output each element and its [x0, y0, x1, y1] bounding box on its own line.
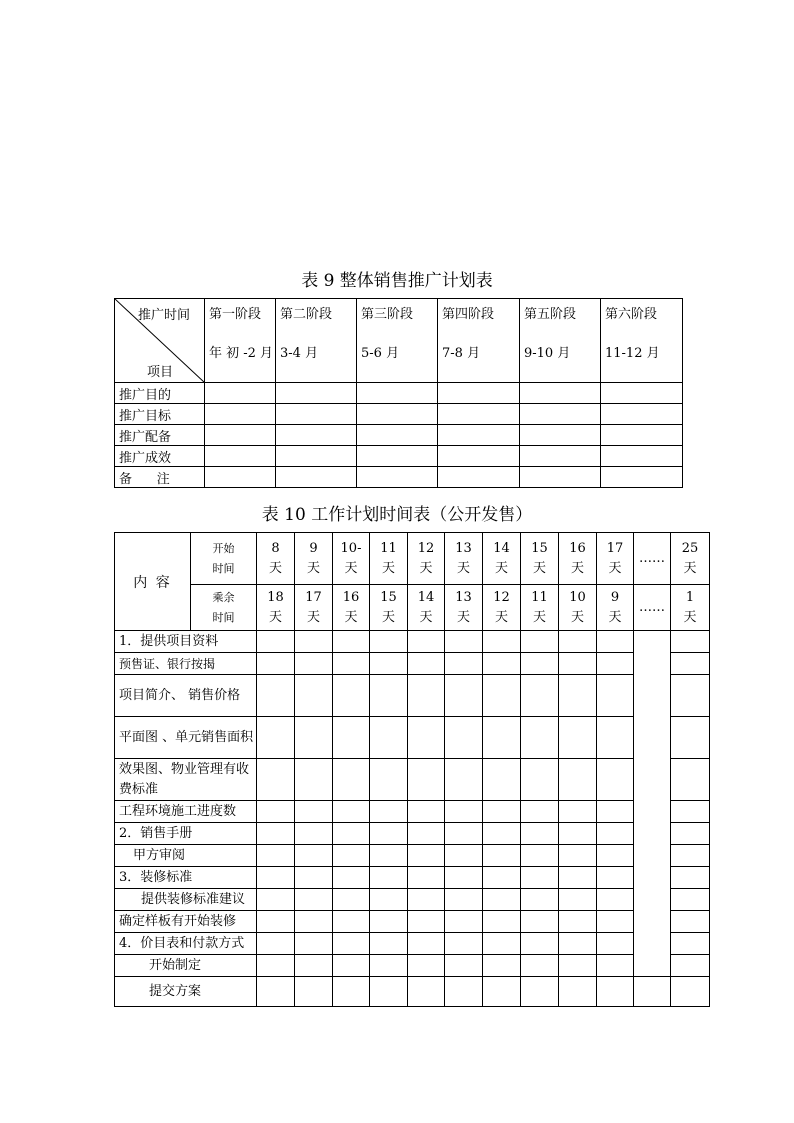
empty-cell: [559, 889, 597, 911]
empty-cell: [276, 383, 357, 404]
remaining-day-cell: 18 天: [257, 585, 295, 631]
remaining-day-cell: 12 天: [483, 585, 521, 631]
empty-cell: [597, 955, 634, 977]
empty-cell: [295, 717, 333, 759]
empty-cell: [559, 823, 597, 845]
empty-cell: [520, 467, 601, 488]
remaining-day-cell: 10 天: [559, 585, 597, 631]
empty-cell: [357, 425, 438, 446]
task-label: 3．装修标准: [115, 867, 257, 889]
empty-cell: [276, 446, 357, 467]
empty-cell: [295, 675, 333, 717]
empty-cell: [521, 631, 559, 653]
empty-cell: [483, 631, 521, 653]
content-label: 内 容: [115, 533, 191, 631]
empty-cell: [597, 867, 634, 889]
empty-cell: [333, 867, 370, 889]
empty-cell: [597, 911, 634, 933]
corner-bottom-label: 项目: [147, 365, 174, 380]
empty-cell: [521, 845, 559, 867]
empty-cell: [370, 845, 408, 867]
task-label: 2．销售手册: [115, 823, 257, 845]
empty-cell: [559, 911, 597, 933]
empty-cell: [671, 653, 710, 675]
task-label: 提供装修标准建议: [115, 889, 257, 911]
table-row: [115, 467, 683, 488]
phase-name: 第二阶段: [280, 307, 333, 322]
table-row: [115, 955, 710, 977]
empty-cell: [671, 845, 710, 867]
empty-cell: [295, 933, 333, 955]
empty-cell: [445, 759, 483, 801]
empty-cell: [276, 467, 357, 488]
empty-cell: [483, 845, 521, 867]
empty-cell: [257, 759, 295, 801]
empty-cell: [276, 425, 357, 446]
phase-name: 第五阶段: [524, 307, 577, 322]
empty-cell: [370, 977, 408, 1007]
empty-cell: [521, 717, 559, 759]
empty-cell: [333, 717, 370, 759]
row-label: 推广目标: [115, 404, 205, 425]
remaining-day-cell: 1 天: [671, 585, 710, 631]
start-day-cell: 16 天: [559, 533, 597, 585]
empty-cell: [483, 823, 521, 845]
empty-cell: [257, 867, 295, 889]
empty-cell: [483, 889, 521, 911]
empty-cell: [671, 717, 710, 759]
start-day-cell: 12 天: [408, 533, 445, 585]
empty-cell: [521, 801, 559, 823]
empty-cell: [445, 823, 483, 845]
empty-cell: [671, 759, 710, 801]
empty-cell: [333, 759, 370, 801]
empty-cell: [295, 977, 333, 1007]
phase-name: 第三阶段: [361, 307, 414, 322]
task-label: 工程环境施工进度数: [115, 801, 257, 823]
empty-cell: [483, 955, 521, 977]
empty-cell: [408, 631, 445, 653]
task-label: 项目简介、 销售价格: [115, 675, 257, 717]
empty-cell: [333, 911, 370, 933]
empty-cell: [370, 653, 408, 675]
empty-cell: [559, 955, 597, 977]
empty-cell: [483, 653, 521, 675]
empty-cell: [257, 977, 295, 1007]
corner-top-label: 推广时间: [137, 308, 190, 323]
empty-cell: [295, 653, 333, 675]
empty-cell: [257, 653, 295, 675]
task-label: 1．提供项目资料: [115, 631, 257, 653]
table-row: [115, 717, 710, 759]
empty-cell: [671, 933, 710, 955]
empty-cell: [521, 867, 559, 889]
empty-cell: [295, 801, 333, 823]
empty-cell: [257, 845, 295, 867]
table-row: [115, 933, 710, 955]
empty-cell: [408, 889, 445, 911]
empty-cell: [483, 977, 521, 1007]
phase-range: 9-10 月: [524, 346, 571, 361]
empty-cell: [357, 383, 438, 404]
table-row: [115, 845, 710, 867]
table-row: [115, 675, 710, 717]
phase-name: 第六阶段: [605, 307, 658, 322]
empty-cell: [370, 823, 408, 845]
remaining-time-label: 乘余 时间: [191, 585, 257, 631]
table-row: [115, 889, 710, 911]
empty-cell: [445, 631, 483, 653]
empty-cell: [521, 977, 559, 1007]
start-day-cell: 14 天: [483, 533, 521, 585]
phase-range: 5-6 月: [361, 346, 400, 361]
start-day-cell: 8 天: [257, 533, 295, 585]
empty-cell: [445, 889, 483, 911]
start-day-cell: 17 天: [597, 533, 634, 585]
empty-cell: [559, 675, 597, 717]
empty-cell: [520, 425, 601, 446]
empty-cell: [520, 404, 601, 425]
phase-header-cell: [205, 299, 276, 383]
empty-cell: [445, 653, 483, 675]
empty-cell: [408, 653, 445, 675]
empty-cell: [671, 977, 710, 1007]
empty-cell: [370, 801, 408, 823]
empty-cell: [559, 717, 597, 759]
empty-cell: [333, 653, 370, 675]
sales-promotion-table: [114, 298, 683, 488]
table9-title: 表 9 整体销售推广计划表: [301, 271, 493, 291]
empty-cell: [601, 446, 683, 467]
empty-cell: [671, 889, 710, 911]
remaining-day-cell: 15 天: [370, 585, 408, 631]
empty-cell: [205, 404, 276, 425]
empty-cell: [408, 801, 445, 823]
empty-cell: [295, 631, 333, 653]
table-row: [115, 977, 710, 1007]
phase-name: 第四阶段: [442, 307, 495, 322]
empty-cell: [408, 759, 445, 801]
work-schedule-table: [114, 532, 710, 1007]
phase-range: 11-12 月: [605, 346, 660, 361]
merged-ellipsis-cell: [634, 631, 671, 977]
remaining-day-cell: ……: [634, 585, 671, 631]
phase-name: 第一阶段: [209, 307, 262, 322]
empty-cell: [671, 955, 710, 977]
start-day-cell: 11 天: [370, 533, 408, 585]
empty-cell: [483, 759, 521, 801]
empty-cell: [408, 977, 445, 1007]
empty-cell: [597, 889, 634, 911]
empty-cell: [601, 383, 683, 404]
empty-cell: [483, 675, 521, 717]
table-row: [115, 446, 683, 467]
task-label: 确定样板有开始装修: [115, 911, 257, 933]
empty-cell: [333, 889, 370, 911]
empty-cell: [445, 933, 483, 955]
start-day-cell: 13 天: [445, 533, 483, 585]
empty-cell: [671, 675, 710, 717]
empty-cell: [295, 889, 333, 911]
empty-cell: [634, 977, 671, 1007]
phase-header-cell: [357, 299, 438, 383]
start-day-cell: ……: [634, 533, 671, 585]
table10-title: 表 10 工作计划时间表（公开发售）: [261, 505, 533, 525]
row-label: 备 注: [115, 467, 205, 488]
row-label: 推广成效: [115, 446, 205, 467]
phase-header-cell: [520, 299, 601, 383]
empty-cell: [295, 759, 333, 801]
empty-cell: [408, 717, 445, 759]
phase-header-cell: [438, 299, 520, 383]
task-label: 预售证、银行按揭: [115, 653, 257, 675]
table-row: [115, 801, 710, 823]
empty-cell: [205, 467, 276, 488]
empty-cell: [276, 404, 357, 425]
start-day-cell: 15 天: [521, 533, 559, 585]
empty-cell: [671, 801, 710, 823]
empty-cell: [408, 955, 445, 977]
remaining-day-cell: 13 天: [445, 585, 483, 631]
table-row: [115, 823, 710, 845]
empty-cell: [601, 404, 683, 425]
empty-cell: [438, 404, 520, 425]
empty-cell: [333, 675, 370, 717]
empty-cell: [597, 977, 634, 1007]
start-day-cell: 10- 天: [333, 533, 370, 585]
empty-cell: [483, 801, 521, 823]
empty-cell: [408, 845, 445, 867]
start-time-row: [115, 533, 710, 585]
empty-cell: [445, 977, 483, 1007]
empty-cell: [370, 933, 408, 955]
empty-cell: [370, 867, 408, 889]
empty-cell: [408, 911, 445, 933]
task-label: 效果图、物业管理有收费标准: [115, 759, 257, 801]
empty-cell: [483, 933, 521, 955]
table-row: [115, 404, 683, 425]
table-row: [115, 911, 710, 933]
empty-cell: [671, 911, 710, 933]
remaining-time-row: [115, 585, 710, 631]
table-row: [115, 867, 710, 889]
empty-cell: [370, 675, 408, 717]
empty-cell: [520, 383, 601, 404]
empty-cell: [597, 933, 634, 955]
empty-cell: [295, 823, 333, 845]
empty-cell: [408, 867, 445, 889]
empty-cell: [408, 823, 445, 845]
remaining-day-cell: 16 天: [333, 585, 370, 631]
table-row: [115, 631, 710, 653]
table-row: [115, 759, 710, 801]
empty-cell: [445, 955, 483, 977]
empty-cell: [257, 631, 295, 653]
empty-cell: [597, 675, 634, 717]
empty-cell: [438, 383, 520, 404]
empty-cell: [205, 446, 276, 467]
empty-cell: [559, 801, 597, 823]
empty-cell: [521, 823, 559, 845]
row-label: 推广配备: [115, 425, 205, 446]
table-row: [115, 653, 710, 675]
empty-cell: [333, 631, 370, 653]
table-row: [115, 425, 683, 446]
empty-cell: [257, 717, 295, 759]
empty-cell: [597, 823, 634, 845]
empty-cell: [559, 845, 597, 867]
empty-cell: [357, 467, 438, 488]
empty-cell: [559, 933, 597, 955]
empty-cell: [408, 933, 445, 955]
empty-cell: [483, 911, 521, 933]
empty-cell: [671, 631, 710, 653]
empty-cell: [333, 933, 370, 955]
task-label: 平面图 、单元销售面积: [115, 717, 257, 759]
start-day-cell: 25 天: [671, 533, 710, 585]
empty-cell: [295, 955, 333, 977]
empty-cell: [597, 717, 634, 759]
task-label: 提交方案: [115, 977, 257, 1007]
empty-cell: [370, 911, 408, 933]
empty-cell: [559, 631, 597, 653]
empty-cell: [295, 911, 333, 933]
table9-corner-cell: [115, 299, 205, 383]
remaining-day-cell: 9 天: [597, 585, 634, 631]
table-row: [115, 383, 683, 404]
empty-cell: [483, 717, 521, 759]
empty-cell: [257, 911, 295, 933]
empty-cell: [559, 867, 597, 889]
empty-cell: [438, 467, 520, 488]
empty-cell: [520, 446, 601, 467]
task-label: 甲方审阅: [115, 845, 257, 867]
empty-cell: [333, 955, 370, 977]
task-label: 4．价目表和付款方式: [115, 933, 257, 955]
empty-cell: [257, 933, 295, 955]
remaining-day-cell: 11 天: [521, 585, 559, 631]
phase-range: 7-8 月: [442, 346, 481, 361]
remaining-day-cell: 14 天: [408, 585, 445, 631]
empty-cell: [445, 845, 483, 867]
empty-cell: [370, 631, 408, 653]
phase-header-cell: [601, 299, 683, 383]
empty-cell: [671, 823, 710, 845]
empty-cell: [601, 425, 683, 446]
empty-cell: [521, 933, 559, 955]
empty-cell: [445, 867, 483, 889]
phase-range: 3-4 月: [280, 346, 319, 361]
empty-cell: [257, 823, 295, 845]
table9-header-row: [115, 299, 683, 383]
empty-cell: [521, 653, 559, 675]
empty-cell: [257, 675, 295, 717]
empty-cell: [205, 383, 276, 404]
empty-cell: [445, 717, 483, 759]
empty-cell: [408, 675, 445, 717]
empty-cell: [671, 867, 710, 889]
start-day-cell: 9 天: [295, 533, 333, 585]
empty-cell: [521, 911, 559, 933]
task-label: 开始制定: [115, 955, 257, 977]
start-time-label: 开始 时间: [191, 533, 257, 585]
empty-cell: [445, 801, 483, 823]
empty-cell: [333, 801, 370, 823]
empty-cell: [438, 446, 520, 467]
empty-cell: [295, 867, 333, 889]
phase-range: 年 初 -2 月: [209, 346, 274, 361]
empty-cell: [597, 801, 634, 823]
empty-cell: [597, 653, 634, 675]
empty-cell: [370, 955, 408, 977]
empty-cell: [257, 801, 295, 823]
remaining-day-cell: 17 天: [295, 585, 333, 631]
empty-cell: [597, 759, 634, 801]
empty-cell: [357, 404, 438, 425]
empty-cell: [370, 717, 408, 759]
empty-cell: [257, 889, 295, 911]
empty-cell: [445, 675, 483, 717]
empty-cell: [521, 955, 559, 977]
empty-cell: [521, 889, 559, 911]
empty-cell: [370, 759, 408, 801]
empty-cell: [483, 867, 521, 889]
empty-cell: [370, 889, 408, 911]
empty-cell: [295, 845, 333, 867]
empty-cell: [521, 675, 559, 717]
empty-cell: [333, 845, 370, 867]
empty-cell: [521, 759, 559, 801]
empty-cell: [438, 425, 520, 446]
empty-cell: [559, 653, 597, 675]
row-label: 推广目的: [115, 383, 205, 404]
empty-cell: [445, 911, 483, 933]
empty-cell: [597, 631, 634, 653]
empty-cell: [559, 977, 597, 1007]
empty-cell: [205, 425, 276, 446]
empty-cell: [559, 759, 597, 801]
empty-cell: [597, 845, 634, 867]
empty-cell: [257, 955, 295, 977]
phase-header-cell: [276, 299, 357, 383]
empty-cell: [333, 977, 370, 1007]
empty-cell: [333, 823, 370, 845]
empty-cell: [601, 467, 683, 488]
empty-cell: [357, 446, 438, 467]
